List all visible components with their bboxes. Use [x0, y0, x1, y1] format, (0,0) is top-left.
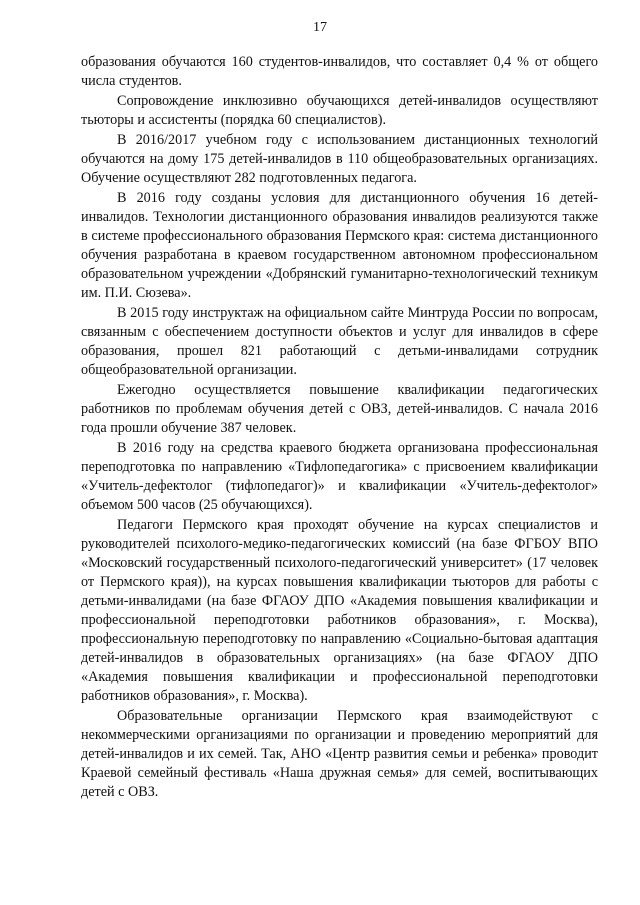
paragraph-5: В 2015 году инструктаж на официальном сайте Минтруда России по вопросам, связанным с обеспечением доступности объектов и услуг для инвалидов в сфере образования, прошел 821 работающий с детьми-инвалидами сотрудник общеобразовательной организации.	[81, 305, 598, 378]
page-number: 17	[313, 20, 327, 35]
paragraph-4: В 2016 году созданы условия для дистанционного обучения 16 детей-инвалидов. Технологии дистанционного образования инвалидов реализуются также в системе профессионального образования Пермского края: система дистанционного обучения разработана в краевом государственном автономном профессиональном образовательном учреждении «Добрянский гуманитарно-технологический техникум им. П.И. Сюзева».	[81, 190, 598, 301]
paragraph-8: Педагоги Пермского края проходят обучение на курсах специалистов и руководителей психолого-медико-педагогических комиссий (на базе ФГБОУ ВПО «Московский государственный психолого-педагогический университет» (17 человек от Пермского края)), на курсах повышения квалификации тьюторов для работы с детьми-инвалидами (на базе ФГАОУ ДПО «Академия повышения квалификации и профессиональной переподготовки работников образования», г. Москва), профессиональную переподготовку по направлению «Социально-бытовая адаптация детей-инвалидов в образовательных организациях» (на базе ФГАОУ ДПО «Академия повышения квалификации и профессиональной переподготовки работников образования», г. Москва).	[81, 517, 598, 704]
paragraph-7: В 2016 году на средства краевого бюджета организована профессиональная переподготовка по направлению «Тифлопедагогика» с присвоением квалификации «Учитель-дефектолог (тифлопедагог)» и квалификации «Учитель-дефектолог» объемом 500 часов (25 обучающихся).	[81, 440, 598, 513]
document-body	[81, 53, 598, 803]
paragraph-1: образования обучаются 160 студентов-инвалидов, что составляет 0,4 % от общего числа студентов.	[81, 54, 598, 89]
paragraph-6: Ежегодно осуществляется повышение квалификации педагогических работников по проблемам обучения детей с ОВЗ, детей-инвалидов. С начала 2016 года прошли обучение 387 человек.	[81, 382, 598, 436]
paragraph-9: Образовательные организации Пермского края взаимодействуют с некоммерческими организациями по организации и проведению мероприятий для детей-инвалидов и их семей. Так, АНО «Центр развития семьи и ребенка» проводит Краевой семейный фестиваль «Наша дружная семья» для семей, воспитывающих детей с ОВЗ.	[81, 708, 598, 800]
paragraph-2: Сопровождение инклюзивно обучающихся детей-инвалидов осуществляют тьюторы и ассистенты (порядка 60 специалистов).	[81, 93, 598, 128]
paragraph-3: В 2016/2017 учебном году с использованием дистанционных технологий обучаются на дому 175 детей-инвалидов в 110 общеобразовательных организациях. Обучение осуществляют 282 подготовленных педагога.	[81, 132, 598, 186]
